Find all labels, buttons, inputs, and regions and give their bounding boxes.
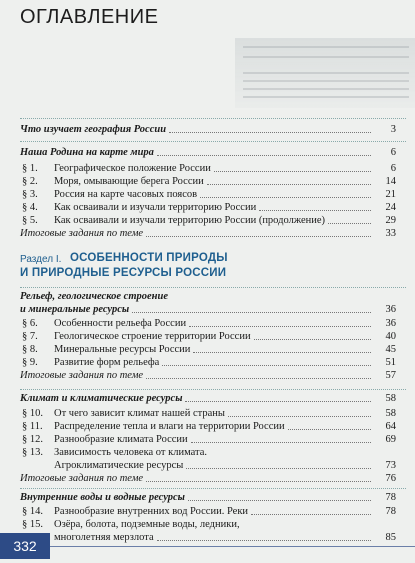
toc-paragraph: § 11. Распределение тепла и влаги на территории России 64 bbox=[22, 421, 396, 432]
toc-paragraph-continued: многолетняя мерзлота 85 bbox=[54, 532, 396, 543]
toc-section-heading: Внутренние воды и водные ресурсы 78 bbox=[20, 492, 396, 503]
toc-section-heading: Рельеф, геологическое строение bbox=[20, 291, 168, 302]
toc-paragraph: § 15. Озёра, болота, подземные воды, ледники, bbox=[22, 519, 240, 530]
toc-paragraph: § 12. Разнообразие климата России 69 bbox=[22, 434, 396, 445]
bleed-through-text bbox=[235, 38, 415, 108]
separator bbox=[20, 488, 406, 489]
toc-paragraph: § 14. Разнообразие внутренних вод России. Реки 78 bbox=[22, 506, 396, 517]
part-title: ОСОБЕННОСТИ ПРИРОДЫ bbox=[70, 252, 228, 264]
toc-entry: Наша Родина на карте мира 6 bbox=[20, 147, 396, 158]
page-title: ОГЛАВЛЕНИЕ bbox=[20, 6, 159, 28]
toc-paragraph: § 2. Моря, омывающие берега России 14 bbox=[22, 176, 396, 187]
toc-section-heading: Климат и климатические ресурсы 58 bbox=[20, 393, 396, 404]
part-heading bbox=[20, 248, 360, 282]
toc-paragraph: § 3. Россия на карте часовых поясов 21 bbox=[22, 189, 396, 200]
separator bbox=[20, 389, 406, 390]
toc-paragraph: § 1. Географическое положение России 6 bbox=[22, 163, 396, 174]
toc-paragraph-continued: Агроклиматические ресурсы 73 bbox=[54, 460, 396, 471]
toc-paragraph: § 8. Минеральные ресурсы России 45 bbox=[22, 344, 396, 355]
toc-summary: Итоговые задания по теме 57 bbox=[20, 370, 396, 381]
toc-paragraph: § 4. Как осваивали и изучали территорию России 24 bbox=[22, 202, 396, 213]
page-number: 332 bbox=[0, 533, 50, 559]
toc-entry: Что изучает география России 3 bbox=[20, 124, 396, 135]
toc-paragraph: § 6. Особенности рельефа России 36 bbox=[22, 318, 396, 329]
toc-summary: Итоговые задания по теме 76 bbox=[20, 473, 396, 484]
toc-paragraph: § 7. Геологическое строение территории России 40 bbox=[22, 331, 396, 342]
part-title: И ПРИРОДНЫЕ РЕСУРСЫ РОССИИ bbox=[20, 267, 227, 279]
part-label: Раздел I. bbox=[20, 254, 62, 265]
toc-paragraph: § 9. Развитие форм рельефа 51 bbox=[22, 357, 396, 368]
toc-summary: Итоговые задания по теме 33 bbox=[20, 228, 396, 239]
separator bbox=[20, 141, 406, 142]
toc-paragraph: § 5. Как осваивали и изучали территорию России (продолжение) 29 bbox=[22, 215, 396, 226]
separator bbox=[20, 287, 406, 288]
toc-paragraph: § 10. От чего зависит климат нашей страны 58 bbox=[22, 408, 396, 419]
toc-paragraph: § 13. Зависимость человека от климата. bbox=[22, 447, 208, 458]
footer-rule bbox=[50, 546, 415, 547]
toc-section-heading: и минеральные ресурсы 36 bbox=[20, 304, 396, 315]
separator bbox=[20, 118, 406, 119]
